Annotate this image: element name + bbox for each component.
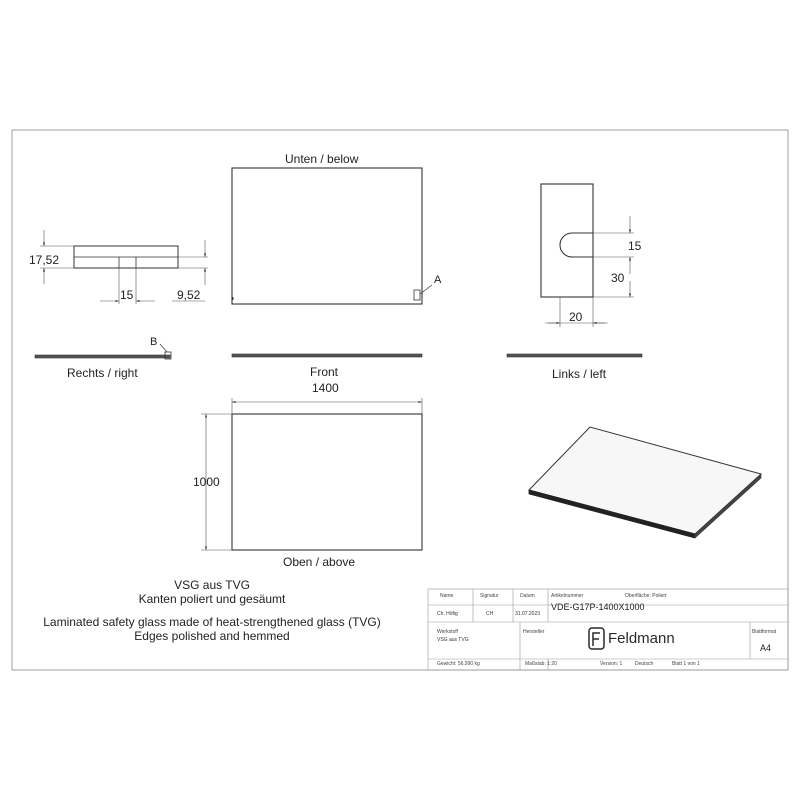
- edge-view-left: [507, 354, 642, 357]
- tb-weight: Gewicht: 56.990 kg: [437, 661, 480, 667]
- note-line-4: Edges polished and hemmed: [134, 629, 290, 643]
- tb-value-date: 31.07.2023: [515, 611, 541, 617]
- tb-value-sheet-format: A4: [760, 643, 772, 653]
- detail-marker-a: A: [434, 274, 442, 286]
- dim-label-edge: 9,52: [177, 288, 201, 302]
- iso-top-face: [529, 427, 761, 534]
- view-label-left: Links / left: [552, 367, 607, 381]
- tb-language: Deutsch: [635, 661, 654, 667]
- view-above: [201, 398, 422, 550]
- edge-views: [35, 344, 642, 359]
- tb-header-sheet-format: Blattformat: [752, 629, 777, 635]
- tb-header-date: Datum: [520, 593, 535, 599]
- dim-label-slot-depth: 20: [569, 310, 583, 324]
- edge-view-right: [35, 355, 170, 358]
- tb-scale: Maßstab: 1:20: [525, 661, 557, 667]
- dim-label-step: 15: [120, 288, 134, 302]
- dim-label-width: 1400: [312, 381, 339, 395]
- feldmann-logo-glyph: [593, 633, 600, 646]
- note-line-1: VSG aus TVG: [174, 578, 250, 592]
- note-line-2: Kanten poliert und gesäumt: [138, 592, 286, 606]
- tb-header-name: Name: [440, 593, 454, 599]
- dim-label-height: 1000: [193, 475, 220, 489]
- view-label-above: Oben / above: [283, 555, 356, 569]
- view-label-front: Front: [310, 365, 339, 379]
- tb-sheet: Blatt 1 von 1: [672, 661, 700, 667]
- tb-value-name: Ch. Höfig: [437, 611, 458, 617]
- tb-header-surface: Oberfläche: Poliert: [625, 593, 667, 599]
- view-below: [232, 168, 432, 304]
- view-left: [541, 184, 634, 327]
- dim-label-thickness: 17,52: [29, 253, 60, 267]
- note-line-3: Laminated safety glass made of heat-strengthened glass (TVG): [43, 615, 381, 629]
- tb-value-brand: Feldmann: [608, 630, 675, 647]
- edge-view-front: [232, 354, 422, 357]
- view-label-right: Rechts / right: [67, 366, 138, 380]
- detail-marker-b: B: [150, 336, 158, 348]
- view-below-outline: [232, 168, 422, 304]
- tb-header-article: Artikelnummer: [551, 593, 584, 599]
- detail-a-box: [414, 290, 420, 300]
- tb-value-article: VDE-G17P-1400X1000: [551, 602, 645, 612]
- tb-header-manufacturer: Hersteller: [523, 629, 545, 635]
- view-isometric: [529, 427, 761, 538]
- view-left-outline: [541, 184, 593, 297]
- slot-profile: [560, 233, 593, 257]
- tb-header-material: Werkstoff: [437, 629, 458, 635]
- view-label-below: Unten / below: [285, 152, 359, 166]
- view-above-outline: [232, 414, 422, 550]
- feldmann-logo: [589, 628, 604, 649]
- dim-label-slot-offset: 30: [611, 271, 625, 285]
- tb-version: Version: 1: [600, 661, 623, 667]
- tb-value-signature: CH: [486, 611, 494, 617]
- dim-label-slot-height: 15: [628, 239, 642, 253]
- tb-header-signature: Signatur: [480, 593, 499, 599]
- detail-b-leader: [160, 344, 167, 352]
- tb-value-material: VSG aus TVG: [437, 637, 469, 643]
